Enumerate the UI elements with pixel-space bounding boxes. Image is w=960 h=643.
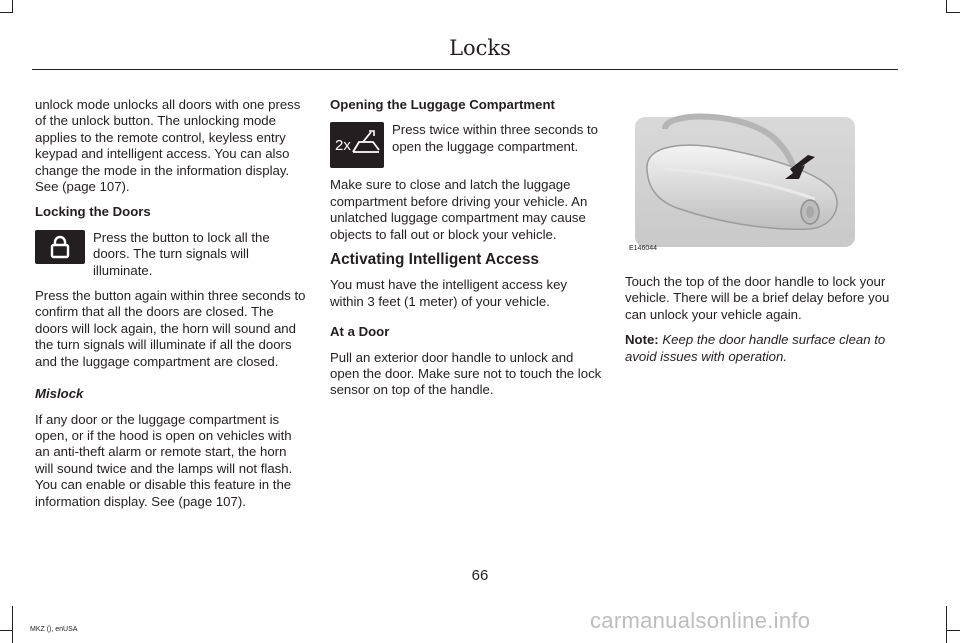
crop-mark-top-right-h xyxy=(947,12,960,13)
locking-heading: Locking the Doors xyxy=(35,204,151,220)
crop-mark-bottom-left xyxy=(12,606,13,643)
at-a-door-heading: At a Door xyxy=(330,324,390,340)
crop-mark-bottom-left-h xyxy=(0,630,13,631)
intelligent-access-text: You must have the intelligent access key within 3 feet (1 meter) of your vehicle. xyxy=(330,277,568,309)
intro-paragraph: unlock mode unlocks all doors with one press of the unlock button. The unlocking mode applies to the remote control, keyless entry keypad and intelligent access. You can also change the mode in the information display. See (page 107). xyxy=(35,97,301,195)
luggage-warning: Make sure to close and latch the luggage compartment before driving your vehicle. An unlatched luggage compartment may cause objects to fall out or block your vehicle. xyxy=(330,177,588,242)
luggage-text: Press twice within three seconds to open the luggage compartment. xyxy=(392,122,598,154)
mislock-paragraph: If any door or the luggage compartment is open, or if the hood is open on vehicles with an anti-theft alarm or remote start, the horn will sound twice and the lamps will not flash. You can enable or disable this feature in the information display. See (page 107). xyxy=(35,411,293,509)
trunk-open-icon xyxy=(330,122,384,168)
document-id: MKZ (), enUSA xyxy=(30,626,78,633)
crop-mark-top-left-h xyxy=(0,12,13,13)
intelligent-access-heading: Activating Intelligent Access xyxy=(330,251,539,269)
note-label: Note: xyxy=(625,332,659,348)
lock-icon xyxy=(35,230,85,264)
column-middle xyxy=(330,97,602,408)
mislock-heading: Mislock xyxy=(35,386,84,402)
door-handle-illustration xyxy=(625,109,871,259)
confirm-paragraph: Press the button again within three seconds to confirm that all the doors are closed. The doors will lock again, the horn will sound and the turn signals will illuminate if all the doors and the luggage compartment are closed. xyxy=(35,288,306,369)
header-rule xyxy=(32,69,898,70)
locking-row xyxy=(35,230,307,279)
note-paragraph xyxy=(625,332,897,365)
column-right xyxy=(625,97,897,374)
locking-text: Press the button to lock all the doors. The turn signals will illuminate. xyxy=(93,229,270,278)
trunk-icon-label: 2x xyxy=(335,137,351,155)
crop-mark-bottom-right xyxy=(946,606,947,643)
column-left xyxy=(35,97,307,519)
touch-paragraph: Touch the top of the door handle to lock your vehicle. There will be a brief delay before you can unlock your vehicle again. xyxy=(625,274,890,322)
page-number: 66 xyxy=(471,567,489,584)
figure-id: E146044 xyxy=(629,244,658,252)
watermark: carmanualsonline.info xyxy=(590,608,811,633)
luggage-row xyxy=(330,122,602,168)
luggage-heading: Opening the Luggage Compartment xyxy=(330,97,555,112)
page-title: Locks xyxy=(449,36,511,60)
note-text: Keep the door handle surface clean to avoid issues with operation. xyxy=(625,332,886,364)
crop-mark-bottom-right-h xyxy=(947,630,960,631)
at-a-door-text: Pull an exterior door handle to unlock and open the door. Make sure not to touch the lock sensor on top of the handle. xyxy=(330,349,602,398)
